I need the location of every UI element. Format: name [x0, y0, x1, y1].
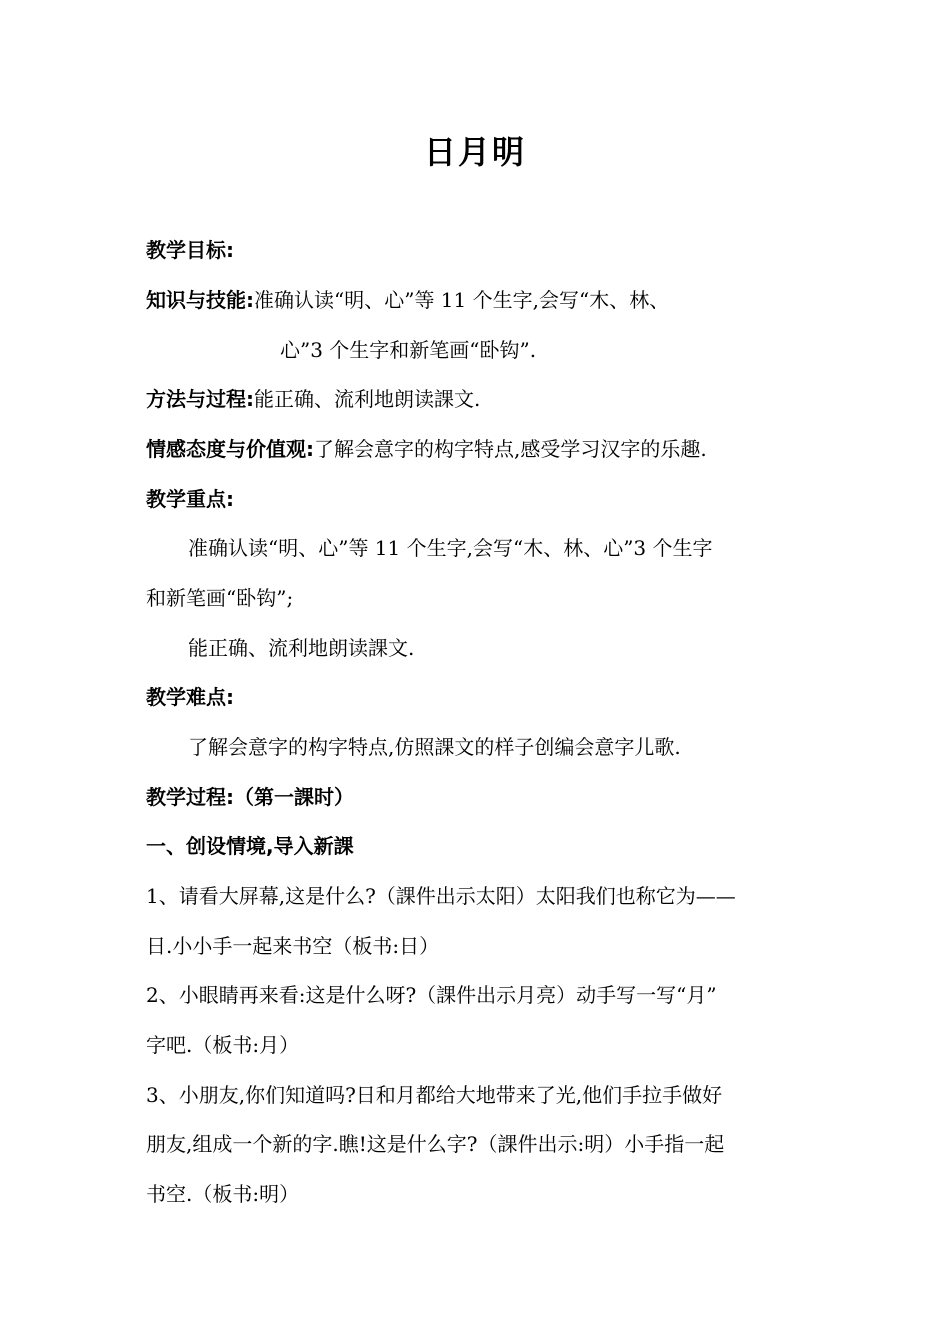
- section-1-heading: 一、创设情境,导入新課: [146, 834, 354, 858]
- knowledge-skills-label: 知识与技能:: [146, 288, 254, 312]
- knowledge-skills-line: [146, 284, 669, 316]
- key-points-heading: 教学重点:: [146, 487, 234, 511]
- difficulty-text: 了解会意字的构字特点,仿照課文的样子创编会意字儿歌.: [188, 735, 681, 759]
- step-3-line-2: 朋友,组成一个新的字.瞧!这是什么字?（課件出示:明）小手指一起: [146, 1132, 725, 1156]
- method-process-label: 方法与过程:: [146, 387, 254, 411]
- step-3-line-3: 书空.（板书:明）: [146, 1182, 300, 1206]
- step-1-line-1: 1、请看大屏幕,这是什么?（課件出示太阳）太阳我们也称它为——: [146, 884, 736, 908]
- step-2-line-1: 2、小眼睛再来看:这是什么呀?（課件出示月亮）动手写一写“月”: [146, 983, 717, 1007]
- document-title: 日月明: [423, 133, 526, 171]
- emotion-values-label: 情感态度与价值观:: [146, 437, 314, 461]
- method-process-line: [146, 383, 480, 415]
- difficulty-heading: 教学难点:: [146, 685, 234, 709]
- step-2-line-2: 字吧.（板书:月）: [146, 1033, 300, 1057]
- key-points-text: 准确认读“明、心”等 11 个生字,会写“木、林、心”3 个生字: [188, 536, 713, 560]
- emotion-values-line: [146, 433, 707, 465]
- key-points-continuation: 和新笔画“卧钩”;: [146, 586, 294, 610]
- process-heading: 教学过程:（第一課时）: [146, 785, 354, 809]
- method-process-text: 能正确、流利地朗读課文.: [254, 387, 481, 411]
- goals-heading: 教学目标:: [146, 238, 234, 262]
- step-1-line-2: 日.小小手一起来书空（板书:日）: [146, 934, 440, 958]
- knowledge-skills-continuation: 心”3 个生字和新笔画“卧钩”.: [280, 338, 537, 362]
- emotion-values-text: 了解会意字的构字特点,感受学习汉字的乐趣.: [314, 437, 707, 461]
- knowledge-skills-text: 准确认读“明、心”等 11 个生字,会写“木、林、: [254, 288, 670, 312]
- key-points-text-2: 能正确、流利地朗读課文.: [188, 636, 415, 660]
- step-3-line-1: 3、小朋友,你们知道吗?日和月都给大地带来了光,他们手拉手做好: [146, 1083, 723, 1107]
